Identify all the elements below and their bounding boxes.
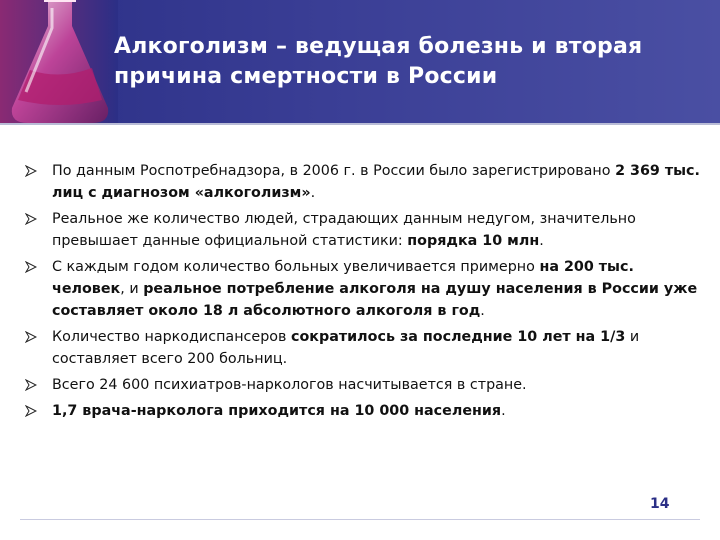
bullet-text: По данным Роспотребнадзора, в 2006 г. в России было зарегистрировано — [52, 163, 616, 179]
flask-image — [0, 0, 118, 123]
bullet-emphasis: 1,7 врача-нарколога приходится на 10 000 населения — [52, 403, 502, 419]
bullet-text: С каждым годом количество больных увеличивается примерно — [52, 259, 540, 275]
arrow-bullet-icon — [25, 379, 37, 391]
bullet-item — [22, 256, 702, 322]
arrow-bullet-icon — [25, 165, 37, 177]
bullet-emphasis: сократилось за последние 10 лет на 1/3 — [290, 329, 626, 345]
bullet-item — [22, 326, 702, 370]
bullet-text: . — [480, 303, 485, 319]
arrow-bullet-icon — [25, 331, 37, 343]
slide-header — [0, 0, 720, 123]
footer-divider — [20, 519, 700, 520]
bullet-text: . — [501, 403, 506, 419]
bullet-emphasis: на 200 тыс. человек — [52, 259, 634, 297]
bullet-text: Всего 24 600 психиатров-наркологов насчитывается в стране. — [52, 377, 527, 393]
arrow-bullet-icon — [25, 405, 37, 417]
page-number: 14 — [650, 496, 670, 512]
bullet-text: Реальное же количество людей, страдающих данным недугом, значительно превышает данные официальной статистики: — [52, 211, 636, 249]
bullet-item — [22, 400, 702, 422]
bullet-emphasis: порядка 10 млн — [407, 233, 540, 249]
slide-title: Алкоголизм – ведущая болезнь и вторая причина смертности в России — [114, 34, 643, 89]
bullet-emphasis: 2 369 тыс. лиц с диагнозом «алкоголизм» — [52, 163, 700, 201]
bullet-text: . — [310, 185, 316, 201]
bullet-item — [22, 160, 702, 204]
arrow-bullet-icon — [25, 261, 37, 273]
bullet-item — [22, 208, 702, 252]
arrow-bullet-icon — [25, 213, 37, 225]
bullet-text: и составляет всего 200 больниц. — [52, 329, 640, 367]
bullet-text: , и — [120, 281, 144, 297]
bullet-emphasis: реальное потребление алкоголя на душу населения в России уже составляет около 18 л абсолютного алкоголя в год — [52, 281, 698, 319]
header-divider — [0, 123, 720, 125]
bullet-item — [22, 374, 702, 396]
bullet-list — [22, 160, 702, 426]
bullet-text: . — [539, 233, 544, 249]
bullet-text: Количество наркодиспансеров — [52, 329, 291, 345]
